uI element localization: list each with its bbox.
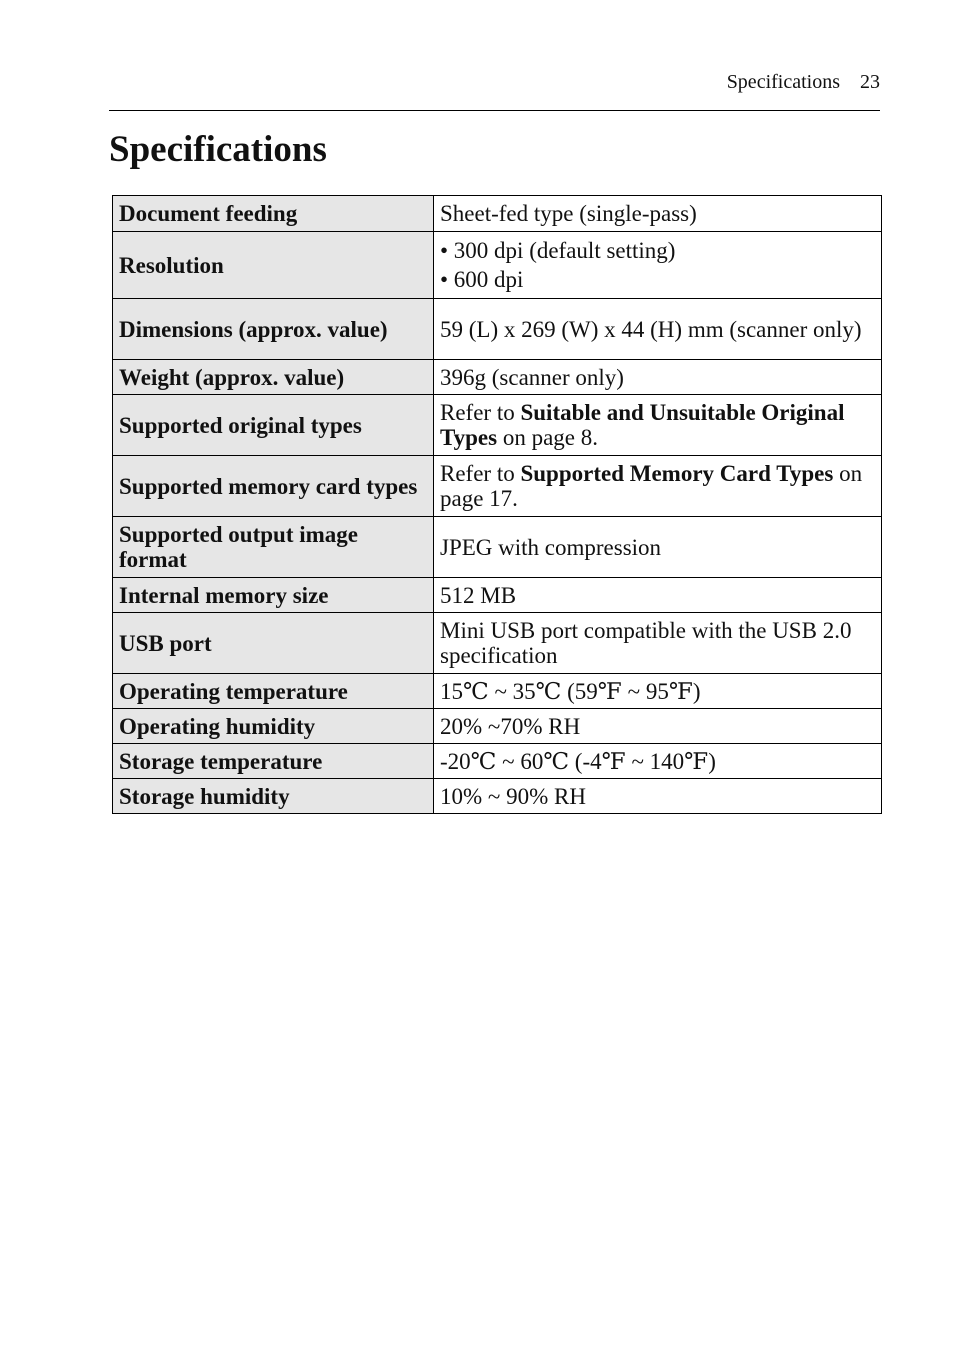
reference-prefix: Refer to <box>440 400 521 425</box>
reference-suffix: on page 17. <box>440 461 863 511</box>
spec-value: Mini USB port compatible with the USB 2.0 specification <box>434 613 882 674</box>
spec-label: Storage temperature <box>113 744 434 779</box>
reference-prefix: Refer to <box>440 461 521 486</box>
running-header <box>109 68 880 96</box>
spec-value: 396g (scanner only) <box>434 360 882 395</box>
spec-label: Operating humidity <box>113 709 434 744</box>
spec-label: Resolution <box>113 232 434 299</box>
specifications-table <box>112 195 882 814</box>
page-number: 23 <box>860 71 880 93</box>
spec-label: Weight (approx. value) <box>113 360 434 395</box>
spec-label: Storage humidity <box>113 779 434 814</box>
table-row <box>113 613 882 674</box>
spec-value: 20% ~70% RH <box>434 709 882 744</box>
table-row <box>113 456 882 517</box>
spec-label: Supported output image format <box>113 517 434 578</box>
spec-label: Supported original types <box>113 395 434 456</box>
table-row <box>113 674 882 709</box>
cross-reference-link[interactable]: Supported Memory Card Types <box>520 461 834 486</box>
spec-value: 59 (L) x 269 (W) x 44 (H) mm (scanner only) <box>434 299 882 360</box>
table-row <box>113 232 882 299</box>
spec-label: Supported memory card types <box>113 456 434 517</box>
resolution-item: • 300 dpi (default setting) <box>440 238 676 263</box>
table-row <box>113 395 882 456</box>
spec-value <box>434 232 882 299</box>
resolution-item: • 600 dpi <box>440 267 524 292</box>
table-row <box>113 709 882 744</box>
cross-reference-link[interactable]: Suitable and Unsuitable Original Types <box>440 400 845 450</box>
spec-label: Dimensions (approx. value) <box>113 299 434 360</box>
spec-value: 15℃ ~ 35℃ (59℉ ~ 95℉) <box>434 674 882 709</box>
spec-value: -20℃ ~ 60℃ (-4℉ ~ 140℉) <box>434 744 882 779</box>
spec-value <box>434 395 882 456</box>
spec-label: USB port <box>113 613 434 674</box>
spec-value <box>434 456 882 517</box>
table-row <box>113 578 882 613</box>
reference-suffix: on page 8. <box>497 425 599 450</box>
spec-label: Internal memory size <box>113 578 434 613</box>
table-row <box>113 299 882 360</box>
table-row <box>113 360 882 395</box>
spec-label: Document feeding <box>113 196 434 232</box>
table-row <box>113 779 882 814</box>
running-header-section: Specifications <box>726 71 840 93</box>
spec-label: Operating temperature <box>113 674 434 709</box>
spec-value: 512 MB <box>434 578 882 613</box>
page-title: Specifications <box>109 129 327 170</box>
spec-value: 10% ~ 90% RH <box>434 779 882 814</box>
table-row <box>113 517 882 578</box>
table-row <box>113 744 882 779</box>
spec-value: JPEG with compression <box>434 517 882 578</box>
header-divider <box>109 110 880 111</box>
spec-value: Sheet-fed type (single-pass) <box>434 196 882 232</box>
table-row <box>113 196 882 232</box>
